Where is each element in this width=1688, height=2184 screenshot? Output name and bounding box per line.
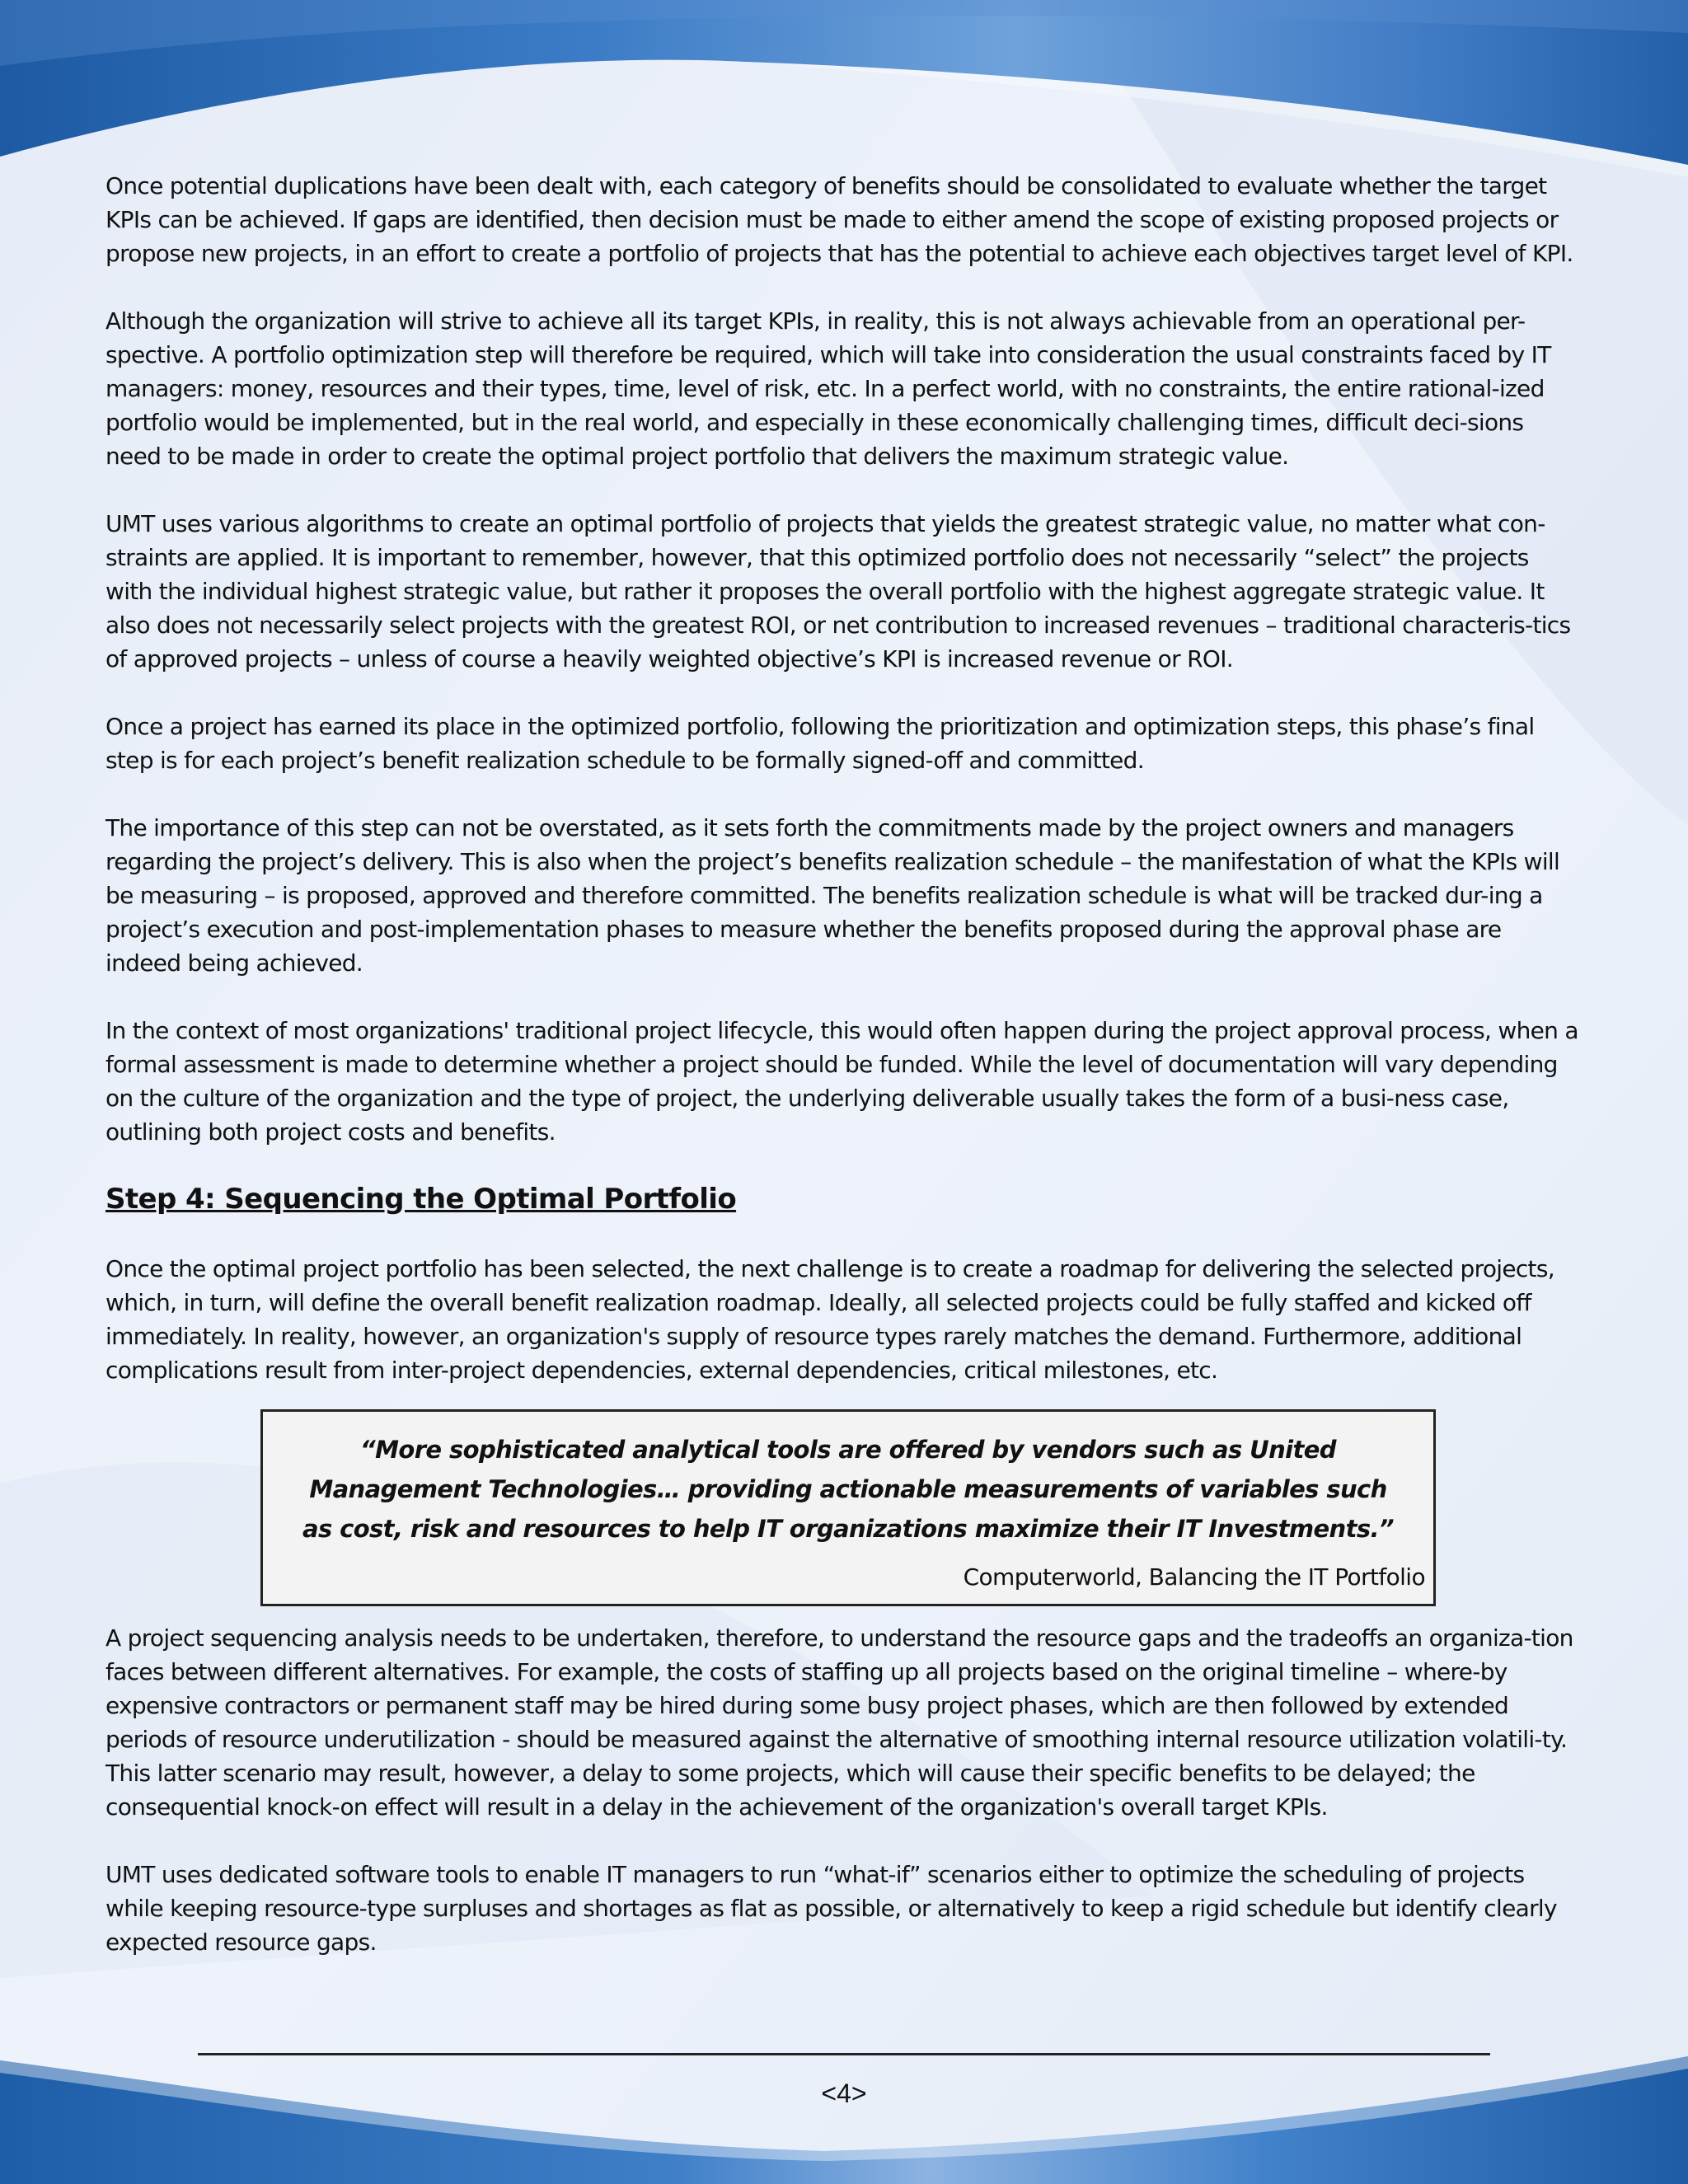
paragraph: Once potential duplications have been dealt with, each category of benefits should be consolidated to evaluate whether the target KPIs can be achieved. If gaps are identified, then decision must be made to either amend the scope of existing proposed projects or propose new projects, in an effort to create a portfolio of projects that has the potential to achieve each objectives target level of KPI. <box>106 172 1573 267</box>
paragraph: In the context of most organizations' traditional project lifecycle, this would often happen during the project approval process, when a formal assessment is made to determine whether a project should be funded. While the level of documentation will vary depending on the culture of the organization and the type of project, the underlying deliverable usually takes the form of a busi-ness case, outlining both project costs and benefits. <box>106 1017 1578 1146</box>
paragraph: UMT uses various algorithms to create an optimal portfolio of projects that yields the greatest strategic value, no matter what con-straints are applied. It is important to remember, however, that this optimized portfolio does not necessarily “select” the projects with the individual highest strategic value, but rather it proposes the overall portfolio with the highest aggregate strategic value. It also does not necessarily select projects with the greatest ROI, or net contribution to increased revenues – traditional characteris-tics of approved projects – unless of course a heavily weighted objective’s KPI is increased revenue or ROI. <box>106 510 1571 673</box>
footer-divider <box>198 2053 1490 2055</box>
document-body <box>106 169 1581 1993</box>
quote-text: “More sophisticated analytical tools are offered by vendors such as United Management Technologies… providing actionable measurements of variables such as cost, risk and resources to help IT organizations maximize their IT Investments.” <box>302 1436 1395 1543</box>
paragraph: Once the optimal project portfolio has been selected, the next challenge is to create a roadmap for delivering the selected projects, which, in turn, will define the overall benefit realization roadmap. Ideally, all selected projects could be fully staffed and kicked off immediately. In reality, however, an organization's supply of resource types rarely matches the demand. Furthermore, additional complications result from inter-project dependencies, external dependencies, critical milestones, etc. <box>106 1255 1554 1384</box>
pull-quote <box>260 1409 1436 1606</box>
quote-source: Computerworld, Balancing the IT Portfolio <box>963 1563 1425 1591</box>
paragraph: Although the organization will strive to achieve all its target KPIs, in reality, this is not always achievable from an operational per-spective. A portfolio optimization step will therefore be required, which will take into consideration the usual constraints faced by IT managers: money, resources and their types, time, level of risk, etc. In a perfect world, with no constraints, the entire rational-ized portfolio would be implemented, but in the real world, and especially in these economically challenging times, difficult deci-sions need to be made in order to create the optimal project portfolio that delivers the maximum strategic value. <box>106 307 1551 470</box>
section-heading: Step 4: Sequencing the Optimal Portfolio <box>106 1183 737 1216</box>
paragraph: UMT uses dedicated software tools to enable IT managers to run “what-if” scenarios either to optimize the scheduling of projects while keeping resource-type surpluses and shortages as flat as possible, or alternatively to keep a rigid schedule but identify clearly expected resource gaps. <box>106 1861 1557 1956</box>
page-number: <4> <box>821 2079 867 2108</box>
paragraph: Once a project has earned its place in the optimized portfolio, following the prioritization and optimization steps, this phase’s final step is for each project’s benefit realization schedule to be formally signed-off and committed. <box>106 713 1535 774</box>
paragraph: A project sequencing analysis needs to be undertaken, therefore, to understand the resource gaps and the tradeoffs an organiza-tion faces between different alternatives. For example, the costs of staffing up all projects based on the original timeline – where-by expensive contractors or permanent staff may be hired during some busy project phases, which are then followed by extended periods of resource underutilization - should be measured against the alternative of smoothing internal resource utilization volatili-ty. This latter scenario may result, however, a delay to some projects, which will cause their specific benefits to be delayed; the consequential knock-on effect will result in a delay in the achievement of the organization's overall target KPIs. <box>106 1624 1573 1821</box>
paragraph: The importance of this step can not be overstated, as it sets forth the commitments made by the project owners and managers regarding the project’s delivery. This is also when the project’s benefits realization schedule – the manifestation of what the KPIs will be measuring – is proposed, approved and therefore committed. The benefits realization schedule is what will be tracked dur-ing a project’s execution and post-implementation phases to measure whether the benefits proposed during the approval phase are indeed being achieved. <box>106 814 1560 977</box>
